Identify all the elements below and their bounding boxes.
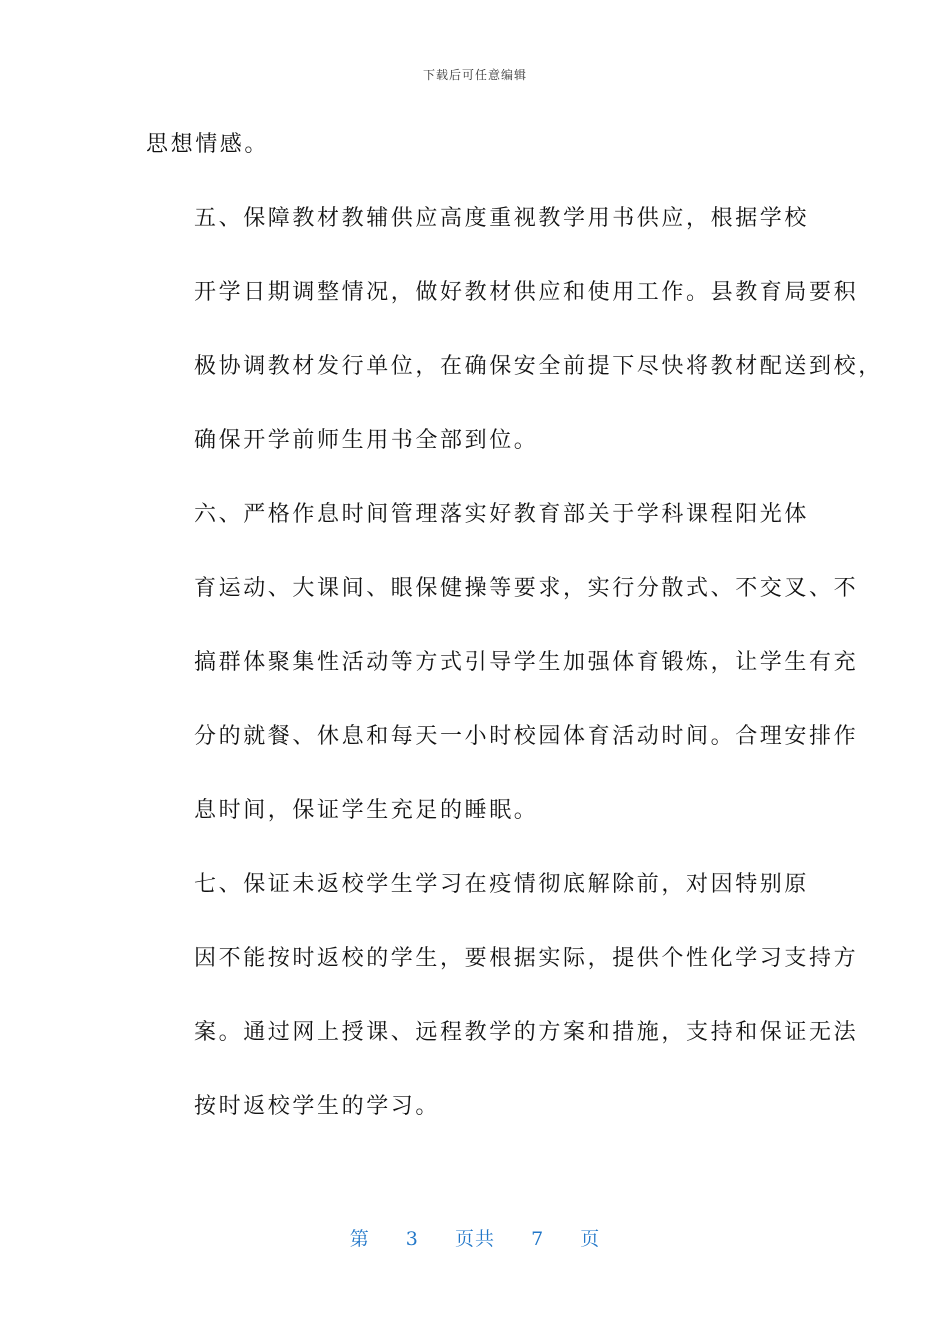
footer-suffix: 页: [580, 1228, 601, 1250]
text-line: 五、保障教材教辅供应高度重视教学用书供应，根据学校: [194, 206, 810, 231]
footer-middle: 页共: [454, 1228, 495, 1250]
text-line: 开学日期调整情况，做好教材供应和使用工作。县教育局要积: [194, 280, 859, 305]
text-line: 七、保证未返校学生学习在疫情彻底解除前，对因特别原: [194, 872, 810, 897]
page-footer: [0, 1224, 950, 1251]
text-line: 息时间，保证学生充足的睡眠。: [194, 798, 539, 823]
current-page-number: 3: [405, 1228, 419, 1250]
paragraph-section-7: [146, 848, 859, 1144]
text-line: 极协调教材发行单位，在确保安全前提下尽快将教材配送到校，: [194, 354, 883, 379]
total-page-count: 7: [531, 1228, 545, 1250]
footer-prefix: 第: [349, 1228, 370, 1250]
text-line: 确保开学前师生用书全部到位。: [194, 428, 539, 453]
text-line: 六、严格作息时间管理落实好教育部关于学科课程阳光体: [194, 502, 810, 527]
page-header: 下载后可任意编辑: [422, 68, 527, 82]
text-line: 思想情感。: [146, 132, 270, 157]
text-line: 搞群体聚集性活动等方式引导学生加强体育锻炼，让学生有充: [194, 650, 859, 675]
text-line: 分的就餐、休息和每天一小时校园体育活动时间。合理安排作: [194, 724, 859, 749]
text-line: 育运动、大课间、眼保健操等要求，实行分散式、不交叉、不: [194, 576, 859, 601]
text-line: 案。通过网上授课、远程教学的方案和措施，支持和保证无法: [194, 1020, 859, 1045]
paragraph-section-5: [146, 182, 883, 478]
paragraph-section-6: [146, 478, 859, 848]
text-line: 按时返校学生的学习。: [194, 1094, 441, 1119]
text-line: 因不能按时返校的学生，要根据实际，提供个性化学习支持方: [194, 946, 859, 971]
document-body: [146, 108, 883, 1144]
paragraph-continuation: [146, 108, 806, 182]
